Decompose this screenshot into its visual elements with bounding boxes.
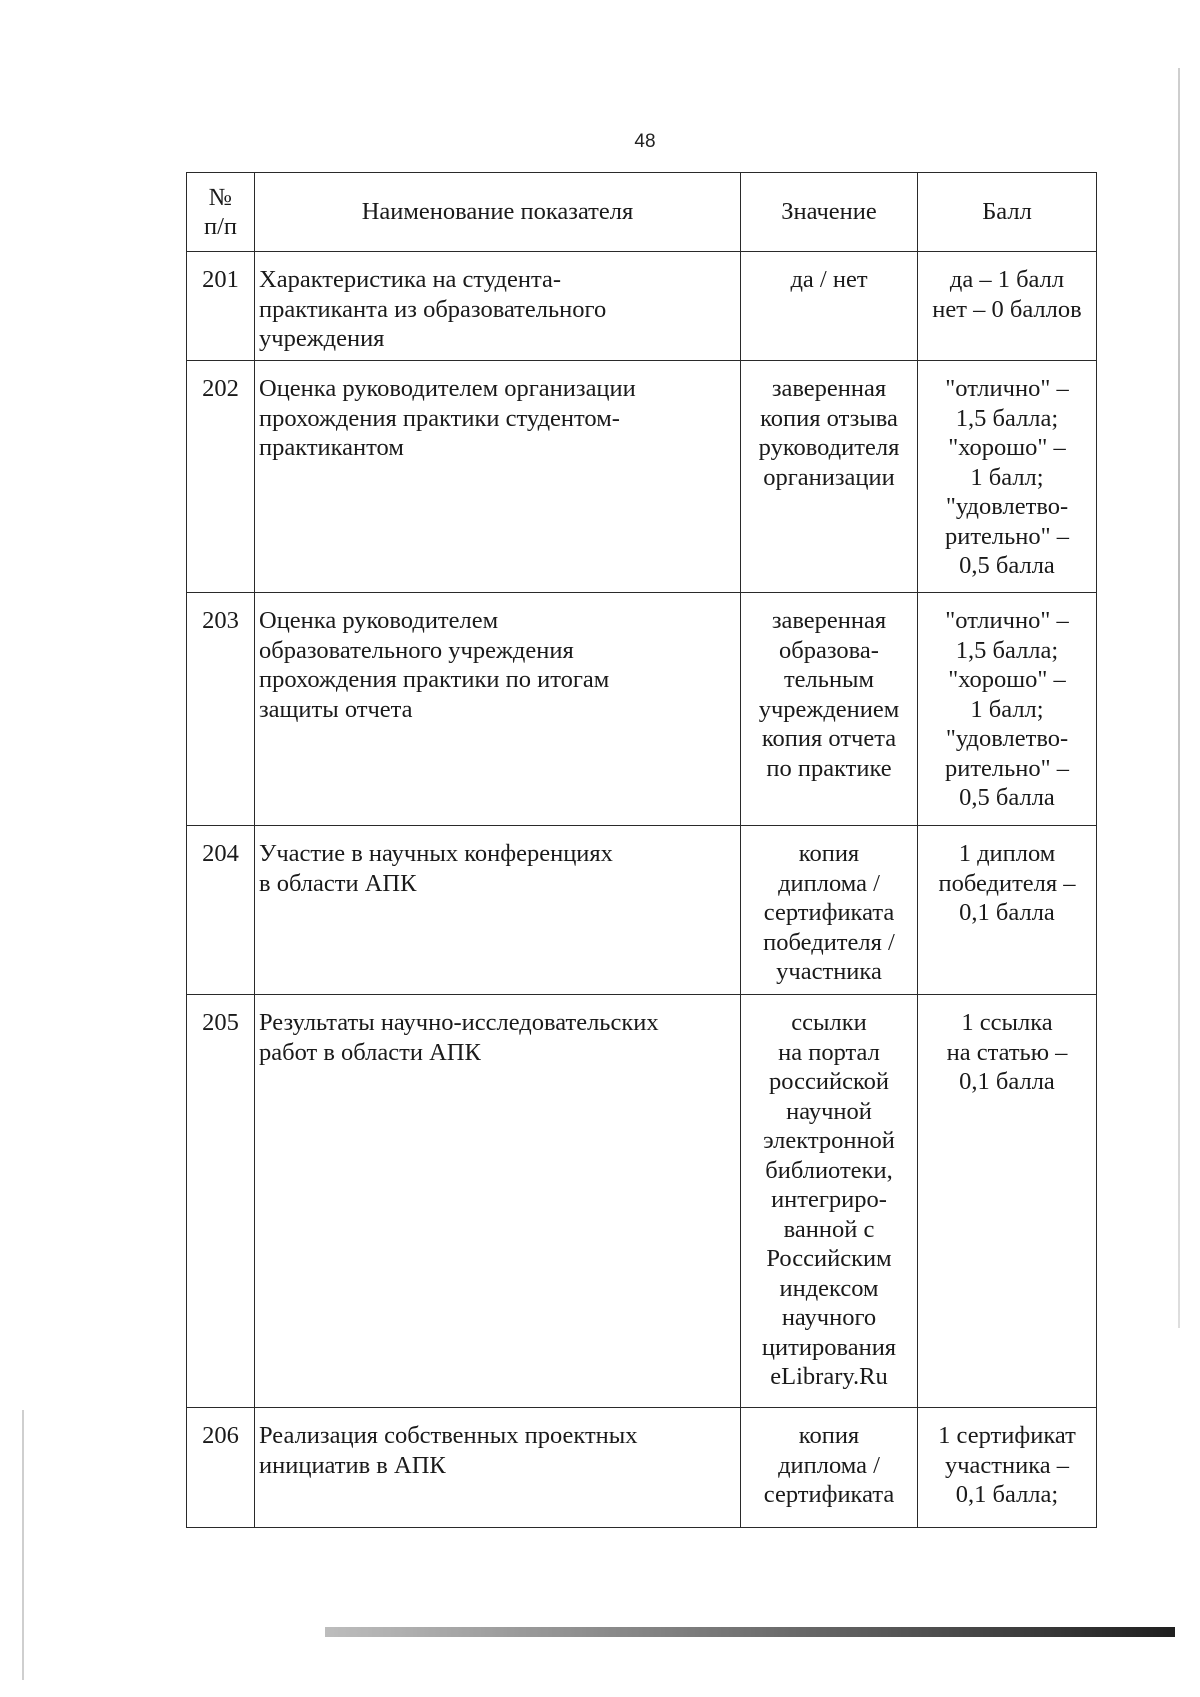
row-name: Результаты научно-исследовательских работ в области АПК xyxy=(255,995,741,1408)
scan-edge-right xyxy=(1178,68,1180,1328)
row-num: 202 xyxy=(187,361,255,593)
row-value: копия диплома / сертификата xyxy=(741,1408,918,1528)
row-num: 203 xyxy=(187,593,255,826)
table-row xyxy=(187,252,1097,361)
header-name: Наименование показателя xyxy=(255,173,741,252)
row-name: Оценка руководителем образовательного учреждения прохождения практики по итогам защиты отчета xyxy=(255,593,741,826)
row-value: заверенная копия отзыва руководителя организации xyxy=(741,361,918,593)
page-number: 48 xyxy=(634,131,656,152)
table-header-row xyxy=(187,173,1097,252)
row-name: Характеристика на студента- практиканта из образовательного учреждения xyxy=(255,252,741,361)
table-row xyxy=(187,995,1097,1408)
table-row xyxy=(187,1408,1097,1528)
table-row xyxy=(187,593,1097,826)
row-value: да / нет xyxy=(741,252,918,361)
row-value: заверенная образова- тельным учреждением копия отчета по практике xyxy=(741,593,918,826)
row-num: 204 xyxy=(187,826,255,995)
header-score: Балл xyxy=(918,173,1097,252)
row-score: 1 сертификат участника – 0,1 балла; xyxy=(918,1408,1097,1528)
row-score: 1 ссылка на статью – 0,1 балла xyxy=(918,995,1097,1408)
scan-edge-left xyxy=(22,1410,24,1680)
row-num: 201 xyxy=(187,252,255,361)
row-name: Оценка руководителем организации прохождения практики студентом- практикантом xyxy=(255,361,741,593)
header-num: № п/п xyxy=(187,173,255,252)
scan-bottom-bar xyxy=(325,1627,1175,1637)
row-value: копия диплома / сертификата победителя / участника xyxy=(741,826,918,995)
row-score: "отлично" – 1,5 балла; "хорошо" – 1 балл; "удовлетво- рительно" – 0,5 балла xyxy=(918,361,1097,593)
row-name: Участие в научных конференциях в области АПК xyxy=(255,826,741,995)
row-score: 1 диплом победителя – 0,1 балла xyxy=(918,826,1097,995)
row-score: да – 1 балл нет – 0 баллов xyxy=(918,252,1097,361)
row-value: ссылки на портал российской научной электронной библиотеки, интегриро- ванной с Российским индексом научного цитирования eLibrary.Ru xyxy=(741,995,918,1408)
table-row xyxy=(187,361,1097,593)
row-score: "отлично" – 1,5 балла; "хорошо" – 1 балл; "удовлетво- рительно" – 0,5 балла xyxy=(918,593,1097,826)
header-value: Значение xyxy=(741,173,918,252)
row-num: 206 xyxy=(187,1408,255,1528)
table-row xyxy=(187,826,1097,995)
indicators-table xyxy=(186,172,1097,1528)
row-num: 205 xyxy=(187,995,255,1408)
row-name: Реализация собственных проектных инициатив в АПК xyxy=(255,1408,741,1528)
